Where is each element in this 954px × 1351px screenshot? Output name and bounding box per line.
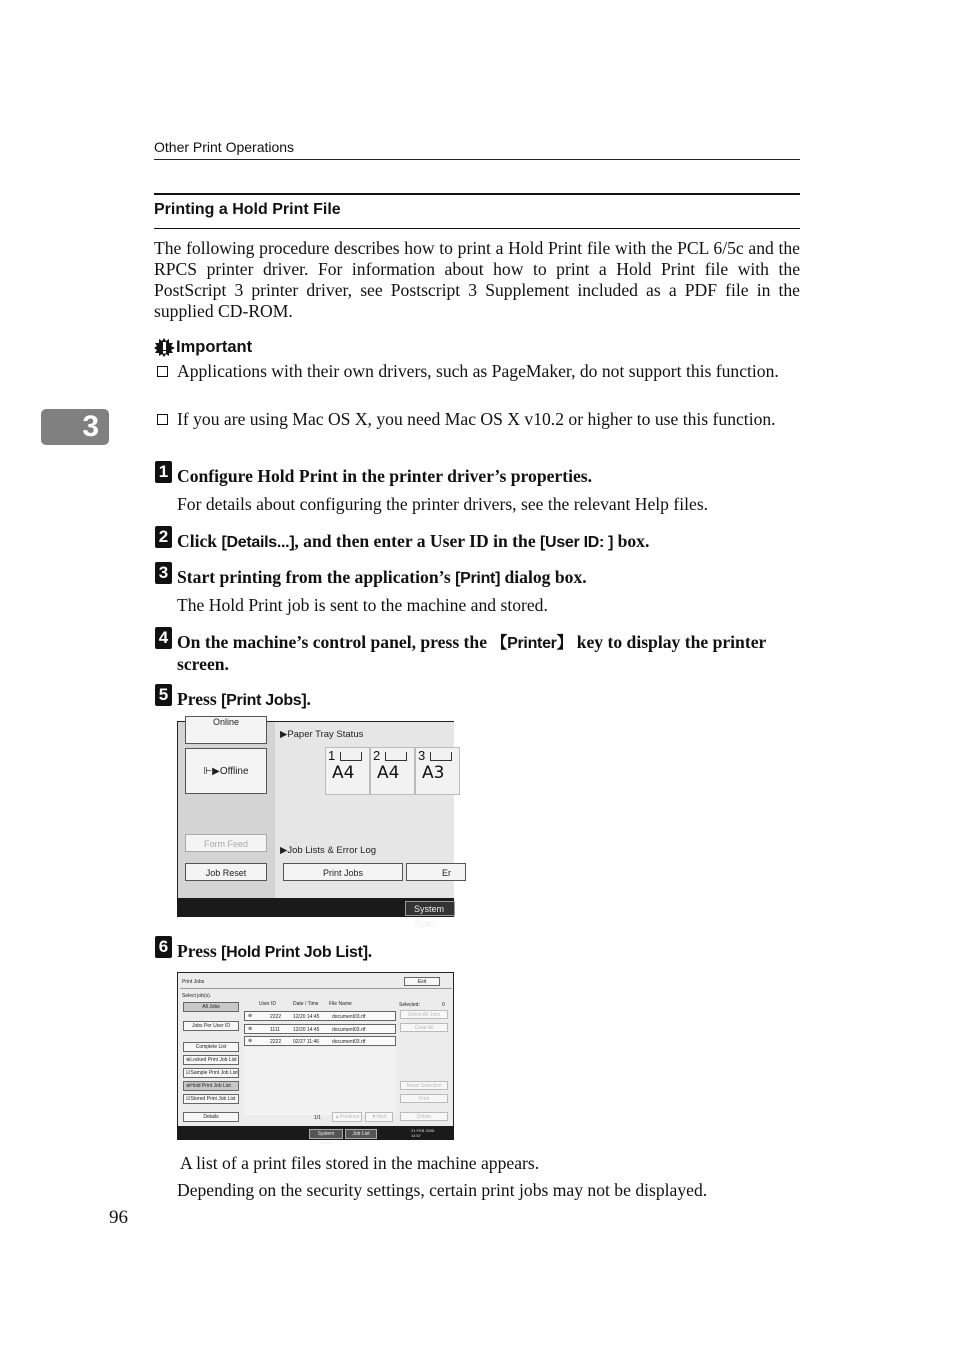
ui-details-label: [Details...] bbox=[221, 534, 295, 551]
down-arrow-icon: ▼ bbox=[371, 1114, 377, 1120]
step-text: Press bbox=[177, 689, 222, 709]
screen-bottom-bar bbox=[177, 1126, 454, 1146]
step-instruction bbox=[177, 531, 800, 553]
step-text: Press bbox=[177, 941, 222, 961]
step-number: 4 bbox=[155, 627, 172, 649]
stored-print-icon: ☑ bbox=[186, 1096, 191, 1102]
clear-all-button[interactable]: Clear All bbox=[400, 1023, 448, 1032]
triangle-icon: ▶ bbox=[280, 729, 288, 740]
ui-user-id-label: [User ID: ] bbox=[540, 534, 614, 551]
print-jobs-button[interactable]: Print Jobs bbox=[283, 863, 403, 881]
select-jobs-label: Select job(s). bbox=[182, 993, 212, 999]
next-button[interactable]: ▼Next bbox=[365, 1112, 393, 1122]
system-status-button[interactable]: System Statu bbox=[405, 901, 455, 916]
step-number: 3 bbox=[155, 562, 172, 584]
tray-icon bbox=[340, 752, 362, 761]
important-bullet: Applications with their own drivers, such as PageMaker, do not support this function. bbox=[177, 361, 779, 381]
step-description: The Hold Print job is sent to the machine and stored. bbox=[177, 595, 548, 615]
previous-button[interactable]: ▲Previous bbox=[332, 1112, 362, 1122]
table-row[interactable]: ⊛ 2222 12/20 14:45 document03.rtf bbox=[244, 1011, 396, 1021]
hold-print-icon: ⊛ bbox=[248, 1038, 253, 1044]
step-text: Click bbox=[177, 531, 222, 551]
important-bullet: If you are using Mac OS X, you need Mac OS X v10.2 or higher to use this function. bbox=[177, 409, 776, 429]
delete-button[interactable]: Delete bbox=[400, 1112, 448, 1121]
locked-print-job-list-button[interactable]: ⊕Locked Print Job List bbox=[183, 1055, 239, 1065]
step-text: Start printing from the application’s bbox=[177, 567, 456, 587]
hold-print-icon: ⊛ bbox=[248, 1026, 253, 1032]
step-number: 2 bbox=[155, 526, 172, 548]
paper-tray-status-label: ▶Paper Tray Status bbox=[280, 729, 364, 740]
sample-print-icon: ☑ bbox=[186, 1070, 191, 1076]
step-text: . bbox=[306, 689, 311, 709]
hold-print-icon: ⊛ bbox=[186, 1083, 191, 1089]
title-divider bbox=[180, 988, 452, 989]
intro-paragraph: The following procedure describes how to print a Hold Print file with the PCL 6/5c and the RPCS printer driver. For information about how to print a Hold Print file with the PostScript 3 printer driver, see Postscript 3 Supplement included as a PDF file in the supplied CD-ROM. bbox=[154, 238, 800, 321]
step-instruction bbox=[177, 689, 800, 711]
offline-button[interactable]: ⊩▶Offline bbox=[185, 748, 267, 794]
jobs-per-user-id-button[interactable]: Jobs Per User ID bbox=[183, 1021, 239, 1031]
page-indicator: 1/1 bbox=[314, 1115, 321, 1121]
details-button[interactable]: Details bbox=[183, 1112, 239, 1122]
selected-label: Selected: bbox=[399, 1002, 420, 1008]
step-note-caption: Depending on the security settings, certain print jobs may not be displayed. bbox=[177, 1180, 708, 1200]
tray-icon bbox=[430, 752, 452, 761]
system-status-tab[interactable]: System Status bbox=[309, 1129, 343, 1139]
job-lists-label: ▶Job Lists & Error Log bbox=[280, 845, 377, 856]
triangle-icon: ▶ bbox=[280, 845, 288, 856]
table-row[interactable]: ⊛ 1111 12/20 14:45 document03.rtf bbox=[244, 1024, 396, 1034]
up-arrow-icon: ▲ bbox=[334, 1114, 340, 1120]
print-jobs-screen-screenshot bbox=[177, 972, 454, 1146]
step-number: 6 bbox=[155, 936, 172, 958]
important-label: Important bbox=[176, 338, 253, 356]
step-instruction bbox=[177, 567, 800, 589]
complete-list-button[interactable]: Complete List bbox=[183, 1042, 239, 1052]
step-number: 1 bbox=[155, 461, 172, 483]
important-icon bbox=[154, 338, 175, 357]
section-title: Printing a Hold Print File bbox=[154, 201, 341, 218]
step-text: box. bbox=[613, 531, 650, 551]
empty-list-area bbox=[244, 1047, 396, 1115]
section-rule-top bbox=[154, 193, 800, 195]
clock: 21 FEB 2006 14:57 bbox=[411, 1128, 435, 1138]
column-header-user-id: User ID bbox=[259, 1001, 276, 1007]
step-instruction bbox=[177, 941, 800, 963]
column-header-date-time: Date / Time bbox=[293, 1001, 319, 1007]
ui-print-jobs-label: [Print Jobs] bbox=[221, 692, 307, 709]
screen-panel bbox=[178, 973, 453, 1126]
screen-title: Print Jobs bbox=[182, 979, 205, 985]
stored-print-job-list-button[interactable]: ☑Stored Print Job List bbox=[183, 1094, 239, 1104]
hold-print-icon: ⊛ bbox=[248, 1013, 253, 1019]
job-list-tab[interactable]: Job List bbox=[345, 1129, 377, 1139]
step-text: Configure Hold Print in the printer driver’s properties. bbox=[177, 466, 593, 486]
step-text: dialog box. bbox=[500, 567, 587, 587]
important-heading bbox=[154, 338, 252, 357]
chapter-tab: 3 bbox=[41, 409, 109, 445]
exit-button[interactable]: Exit bbox=[404, 977, 440, 986]
screen-panel bbox=[178, 717, 454, 898]
print-button[interactable]: Print bbox=[400, 1094, 448, 1103]
step-instruction bbox=[177, 632, 800, 674]
form-feed-button[interactable]: Form Feed bbox=[185, 834, 267, 852]
paper-tray-3: 3 A3 bbox=[415, 747, 460, 795]
step-number: 5 bbox=[155, 684, 172, 706]
hold-print-job-list-button[interactable]: ⊛Hold Print Job List bbox=[183, 1081, 239, 1091]
step-text: . bbox=[367, 941, 373, 961]
table-row[interactable]: ⊛ 2222 02/27 11:46 document03.rtf bbox=[244, 1036, 396, 1046]
paper-tray-1: 1 A4 bbox=[325, 747, 370, 795]
step-text: On the machine’s control panel, press the bbox=[177, 632, 492, 652]
page-number: 96 bbox=[109, 1207, 128, 1228]
paper-tray-2: 2 A4 bbox=[370, 747, 415, 795]
ui-printer-key-label: 【Printer】 bbox=[491, 635, 573, 652]
column-header-file-name: File Name bbox=[329, 1001, 352, 1007]
reset-selection-button[interactable]: Reset Selection bbox=[400, 1081, 448, 1090]
step-description: For details about configuring the printer drivers, see the relevant Help files. bbox=[177, 494, 709, 514]
job-reset-button[interactable]: Job Reset bbox=[185, 863, 267, 881]
select-all-jobs-button[interactable]: Select All Jobs bbox=[400, 1010, 448, 1019]
ui-print-label: [Print] bbox=[455, 570, 501, 587]
tray-icon bbox=[385, 752, 407, 761]
error-log-button[interactable]: Er bbox=[406, 863, 466, 881]
lock-icon: ⊕ bbox=[186, 1057, 191, 1063]
online-button[interactable]: Online bbox=[185, 716, 267, 744]
printer-screen-screenshot bbox=[177, 717, 454, 929]
header-rule bbox=[154, 159, 800, 160]
checkbox-bullet-icon bbox=[157, 414, 168, 425]
step-result-caption: A list of a print files stored in the machine appears. bbox=[180, 1153, 540, 1173]
section-rule-bottom bbox=[154, 228, 800, 229]
step-instruction bbox=[177, 466, 800, 486]
step-text: , and then enter a User ID in the bbox=[294, 531, 541, 551]
running-head: Other Print Operations bbox=[154, 139, 295, 155]
offline-icon: ⊩▶ bbox=[203, 766, 220, 777]
sample-print-job-list-button[interactable]: ☑Sample Print Job List bbox=[183, 1068, 239, 1078]
ui-hold-print-job-list-label: [Hold Print Job List] bbox=[221, 944, 368, 961]
all-jobs-button[interactable]: All Jobs bbox=[183, 1002, 239, 1012]
checkbox-bullet-icon bbox=[157, 366, 168, 377]
selected-count: 0 bbox=[442, 1002, 445, 1008]
step-text: key to display the printer screen. bbox=[177, 632, 766, 674]
